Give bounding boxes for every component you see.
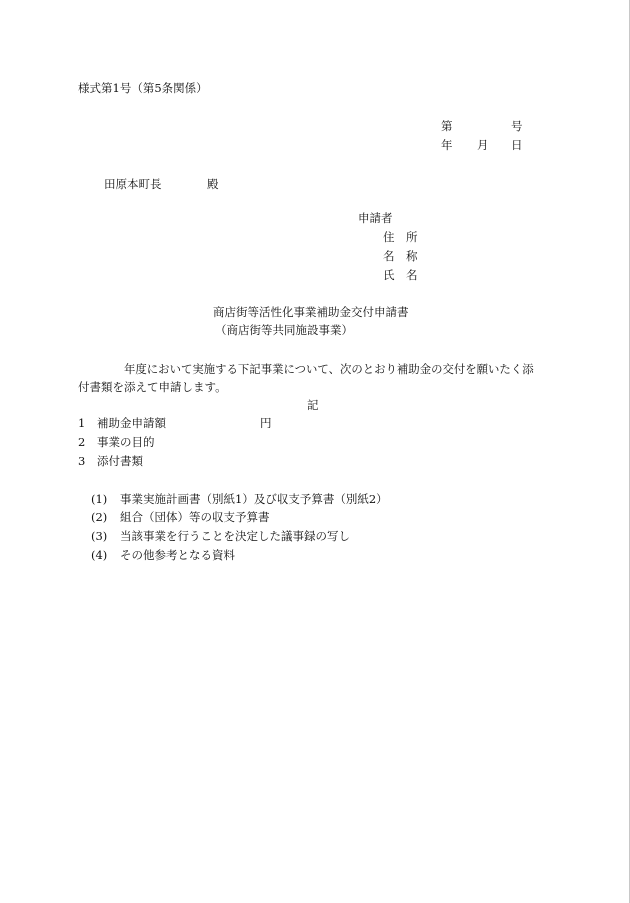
item-number: 2	[78, 435, 86, 449]
document-subtitle: （商店街等共同施設事業）	[215, 323, 353, 337]
applicant-address-label: 住 所	[383, 230, 418, 244]
attachment-text: 当該事業を行うことを決定した議事録の写し	[120, 529, 350, 543]
item-number: 1	[78, 416, 86, 430]
item-number: 3	[78, 454, 86, 468]
item-unit: 円	[260, 416, 272, 430]
attachment-number: (4)	[91, 548, 108, 562]
document-title: 商店街等活性化事業補助金交付申請書	[213, 305, 409, 319]
attachment-number: (2)	[91, 510, 108, 524]
item-label: 補助金申請額	[97, 416, 166, 430]
number-dai: 第	[441, 119, 453, 133]
addressee-name: 田原本町長	[104, 177, 162, 191]
body-text-line1: 年度において実施する下記事業について、次のとおり補助金の交付を願いたく添	[124, 362, 534, 376]
addressee-honorific: 殿	[207, 177, 219, 191]
item-label: 添付書類	[97, 454, 143, 468]
attachment-text: 事業実施計画書（別紙1）及び収支予算書（別紙2）	[120, 492, 388, 506]
attachment-number: (1)	[91, 492, 108, 506]
applicant-heading: 申請者	[358, 211, 393, 225]
date-day: 日	[511, 138, 523, 152]
item-label: 事業の目的	[97, 435, 155, 449]
attachment-text: 組合（団体）等の収支予算書	[120, 510, 270, 524]
applicant-person-name-label: 氏 名	[383, 268, 418, 282]
number-go: 号	[511, 119, 523, 133]
form-label: 様式第1号（第5条関係）	[78, 81, 208, 95]
ki-heading: 記	[307, 398, 319, 412]
date-month: 月	[477, 138, 489, 152]
applicant-org-name-label: 名 称	[383, 249, 418, 263]
attachment-text: その他参考となる資料	[120, 548, 235, 562]
date-year: 年	[441, 138, 453, 152]
attachment-number: (3)	[91, 529, 108, 543]
body-text-line2: 付書類を添えて申請します。	[78, 380, 227, 394]
